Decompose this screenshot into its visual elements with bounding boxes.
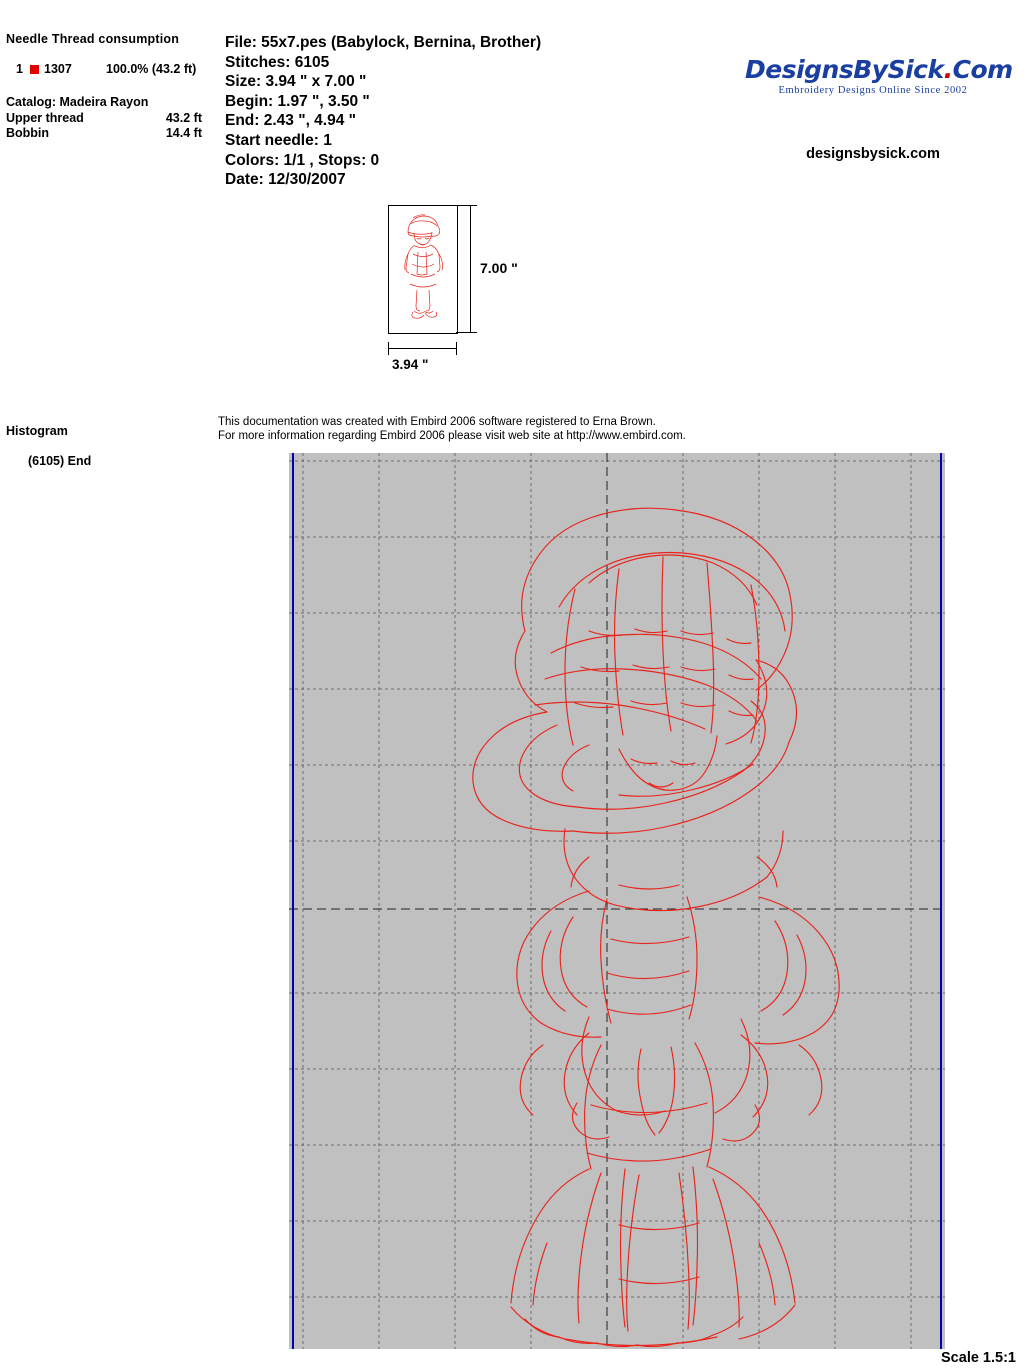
design-canvas [289, 453, 945, 1349]
histogram-title: Histogram [6, 424, 68, 438]
design-preview-thumbnail [388, 205, 458, 334]
upper-thread-row [6, 111, 202, 125]
end-line: End: 2.43 ", 4.94 " [225, 112, 357, 130]
file-info-block [225, 33, 541, 190]
height-dimension-cap-top [464, 205, 477, 206]
needle-stitch-count: 1307 [44, 62, 72, 76]
documentation-note [218, 415, 686, 443]
start-needle-line: Start needle: 1 [225, 131, 332, 149]
needle-consumption-percent: 100.0% (43.2 ft) [106, 62, 197, 76]
date-line: Date: 12/30/2007 [225, 171, 346, 189]
site-url-text: designsbysick.com [806, 146, 940, 162]
width-dimension-line [388, 348, 456, 349]
height-dimension-cap-bottom [464, 332, 477, 333]
size-line: Size: 3.94 " x 7.00 " [225, 73, 367, 91]
begin-line: Begin: 1.97 ", 3.50 " [225, 92, 370, 110]
hoop-edge-right [940, 453, 942, 1349]
needle-index: 1 [16, 62, 23, 76]
bobbin-value: 14.4 ft [165, 126, 202, 140]
preview-stitch-art [389, 206, 457, 333]
bobbin-row [6, 126, 202, 140]
colors-line: Colors: 1/1 , Stops: 0 [225, 151, 380, 169]
file-name-line: File: 55x7.pes (Babylock, Bernina, Brother) [225, 34, 542, 51]
needle-row [16, 62, 196, 76]
logo-wordmark [745, 55, 1013, 84]
logo-text: DesignsBySick [745, 55, 944, 84]
histogram-end-entry: (6105) End [28, 454, 92, 468]
doc-note-line-1: This documentation was created with Embird 2006 software registered to Erna Brown. [218, 416, 656, 428]
width-dimension-label: 3.94 " [392, 357, 429, 372]
logo-com: Com [952, 55, 1013, 84]
stitch-plot [289, 453, 945, 1349]
upper-thread-value: 43.2 ft [165, 111, 202, 125]
height-dimension-label: 7.00 " [480, 260, 518, 276]
width-dimension-cap-left [388, 342, 389, 355]
doc-note-line-2: For more information regarding Embird 2006 please visit web site at http://www.embird.com. [218, 430, 686, 442]
hoop-edge-left [292, 453, 294, 1349]
stitches-line: Stitches: 6105 [225, 53, 330, 71]
designsbysick-logo [745, 55, 1013, 96]
thread-catalog: Catalog: Madeira Rayon [6, 95, 149, 109]
upper-thread-label: Upper thread [6, 111, 84, 125]
logo-dot: . [943, 55, 953, 84]
height-dimension-line [470, 205, 471, 333]
scale-label: Scale 1.5:1 [941, 1350, 1016, 1366]
needle-column-header: Needle Thread consumption [6, 32, 180, 46]
logo-tagline: Embroidery Designs Online Since 2002 [778, 85, 968, 96]
width-dimension-cap-right [456, 342, 457, 355]
bobbin-label: Bobbin [6, 126, 50, 140]
thread-color-swatch [30, 65, 39, 74]
